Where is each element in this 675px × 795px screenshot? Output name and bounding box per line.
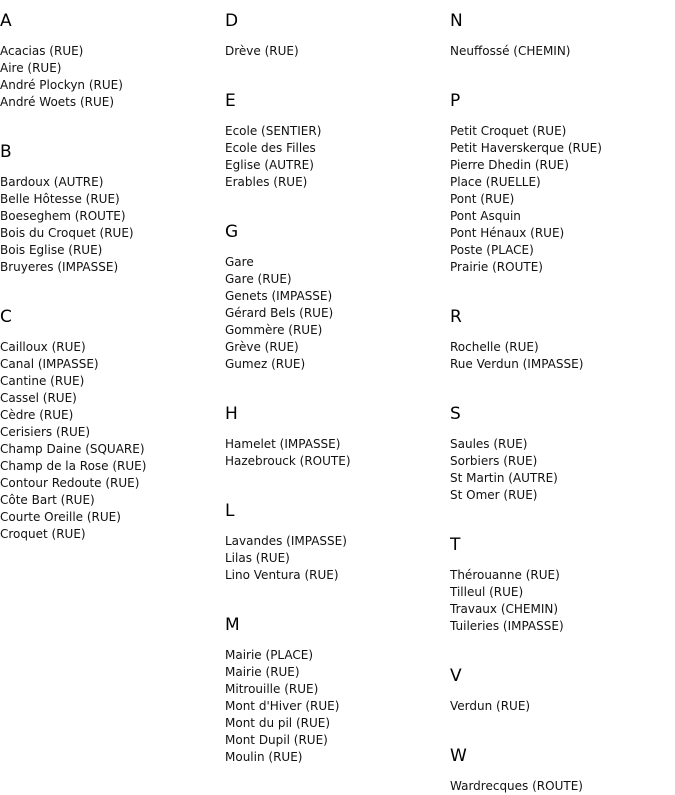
- street-list: [450, 778, 583, 795]
- street-list: [225, 123, 321, 191]
- street-name: André Plockyn (RUE): [0, 78, 123, 92]
- section-letter-heading: E: [225, 91, 236, 111]
- street-name: Gare: [225, 255, 254, 269]
- street-name: St Martin (AUTRE): [450, 471, 558, 485]
- street-name: Rue Verdun (IMPASSE): [450, 357, 584, 371]
- street-name: Boeseghem (ROUTE): [0, 209, 126, 223]
- street-name: Pont Hénaux (RUE): [450, 226, 565, 240]
- street-name: Cerisiers (RUE): [0, 425, 91, 439]
- street-name: Eglise (AUTRE): [225, 158, 314, 172]
- street-name: Place (RUELLE): [450, 175, 541, 189]
- street-name: Ecole des Filles: [225, 141, 316, 155]
- street-name: Côte Bart (RUE): [0, 493, 95, 507]
- street-name: Bois du Croquet (RUE): [0, 226, 134, 240]
- street-list: [0, 339, 146, 543]
- street-list: [450, 436, 558, 504]
- street-name: Pierre Dhedin (RUE): [450, 158, 569, 172]
- street-list: [450, 698, 530, 715]
- street-name: Verdun (RUE): [450, 699, 531, 713]
- street-name: Rochelle (RUE): [450, 340, 539, 354]
- street-name: Sorbiers (RUE): [450, 454, 538, 468]
- letter-group-e: [225, 93, 321, 191]
- street-name: Acacias (RUE): [0, 44, 84, 58]
- street-name: Belle Hôtesse (RUE): [0, 192, 120, 206]
- street-name: Tuileries (IMPASSE): [450, 619, 564, 633]
- street-name: Hazebrouck (ROUTE): [225, 454, 351, 468]
- street-list: [225, 533, 347, 584]
- street-name: Champ Daine (SQUARE): [0, 442, 145, 456]
- street-name: Erables (RUE): [225, 175, 308, 189]
- street-name: Croquet (RUE): [0, 527, 86, 541]
- street-name: Prairie (ROUTE): [450, 260, 543, 274]
- section-letter-heading: M: [225, 615, 240, 635]
- street-list: [225, 254, 333, 373]
- street-name: Petit Haverskerque (RUE): [450, 141, 602, 155]
- street-list: [225, 647, 339, 766]
- street-name: Gérard Bels (RUE): [225, 306, 334, 320]
- section-letter-heading: G: [225, 222, 239, 242]
- section-letter-heading: P: [450, 91, 461, 111]
- letter-group-m: [225, 617, 339, 766]
- street-name: Wardrecques (ROUTE): [450, 779, 583, 793]
- section-letter-heading: B: [0, 142, 12, 162]
- street-name: Mairie (PLACE): [225, 648, 314, 662]
- letter-group-b: [0, 144, 134, 276]
- street-name: Contour Redoute (RUE): [0, 476, 140, 490]
- street-name: Petit Croquet (RUE): [450, 124, 567, 138]
- letter-group-v: [450, 668, 530, 715]
- street-name: Genets (IMPASSE): [225, 289, 333, 303]
- street-name: Mont Dupil (RUE): [225, 733, 328, 747]
- street-list: [0, 174, 134, 276]
- street-name: Mairie (RUE): [225, 665, 300, 679]
- street-list: [450, 567, 564, 635]
- street-name: Poste (PLACE): [450, 243, 534, 257]
- section-letter-heading: W: [450, 746, 467, 766]
- street-name: Tilleul (RUE): [450, 585, 524, 599]
- letter-group-g: [225, 224, 333, 373]
- letter-group-p: [450, 93, 602, 276]
- street-name: Cantine (RUE): [0, 374, 85, 388]
- street-name: Bois Eglise (RUE): [0, 243, 103, 257]
- street-name: Gommère (RUE): [225, 323, 323, 337]
- letter-group-n: [450, 13, 571, 60]
- street-name: Bruyeres (IMPASSE): [0, 260, 119, 274]
- street-name: Thérouanne (RUE): [450, 568, 560, 582]
- street-name: Travaux (CHEMIN): [450, 602, 559, 616]
- street-name: Cèdre (RUE): [0, 408, 74, 422]
- street-name: Neuffossé (CHEMIN): [450, 44, 571, 58]
- letter-group-w: [450, 748, 583, 795]
- section-letter-heading: A: [0, 11, 12, 31]
- street-name: Gumez (RUE): [225, 357, 306, 371]
- section-letter-heading: L: [225, 501, 235, 521]
- section-letter-heading: R: [450, 307, 462, 327]
- section-letter-heading: H: [225, 404, 238, 424]
- street-name: Ecole (SENTIER): [225, 124, 322, 138]
- street-name: Drève (RUE): [225, 44, 299, 58]
- section-letter-heading: C: [0, 307, 12, 327]
- street-name: Mont d'Hiver (RUE): [225, 699, 340, 713]
- letter-group-r: [450, 309, 583, 373]
- street-name: Pont Asquin: [450, 209, 521, 223]
- street-name: Champ de la Rose (RUE): [0, 459, 147, 473]
- letter-group-s: [450, 406, 558, 504]
- street-name: Lilas (RUE): [225, 551, 290, 565]
- street-name: Pont (RUE): [450, 192, 515, 206]
- street-name: Courte Oreille (RUE): [0, 510, 121, 524]
- street-name: Cailloux (RUE): [0, 340, 86, 354]
- street-list: [225, 436, 351, 470]
- street-list: [225, 43, 299, 60]
- street-name: Saules (RUE): [450, 437, 528, 451]
- street-list: [450, 339, 583, 373]
- letter-group-c: [0, 309, 146, 543]
- street-list: [0, 43, 123, 111]
- street-name: Hamelet (IMPASSE): [225, 437, 341, 451]
- section-letter-heading: N: [450, 11, 463, 31]
- section-letter-heading: V: [450, 666, 462, 686]
- street-name: Mitrouille (RUE): [225, 682, 319, 696]
- street-name: Cassel (RUE): [0, 391, 77, 405]
- street-name: Grève (RUE): [225, 340, 299, 354]
- section-letter-heading: T: [450, 535, 461, 555]
- street-name: St Omer (RUE): [450, 488, 538, 502]
- street-list: [450, 123, 602, 276]
- letter-group-a: [0, 13, 123, 111]
- street-list: [450, 43, 571, 60]
- letter-group-h: [225, 406, 351, 470]
- street-name: Lavandes (IMPASSE): [225, 534, 347, 548]
- street-name: Mont du pil (RUE): [225, 716, 331, 730]
- street-name: André Woets (RUE): [0, 95, 115, 109]
- section-letter-heading: S: [450, 404, 461, 424]
- street-name: Canal (IMPASSE): [0, 357, 99, 371]
- street-name: Lino Ventura (RUE): [225, 568, 339, 582]
- section-letter-heading: D: [225, 11, 239, 31]
- letter-group-t: [450, 537, 564, 635]
- street-name: Moulin (RUE): [225, 750, 303, 764]
- street-name: Gare (RUE): [225, 272, 292, 286]
- letter-group-l: [225, 503, 347, 584]
- street-name: Bardoux (AUTRE): [0, 175, 104, 189]
- letter-group-d: [225, 13, 299, 60]
- street-name: Aire (RUE): [0, 61, 62, 75]
